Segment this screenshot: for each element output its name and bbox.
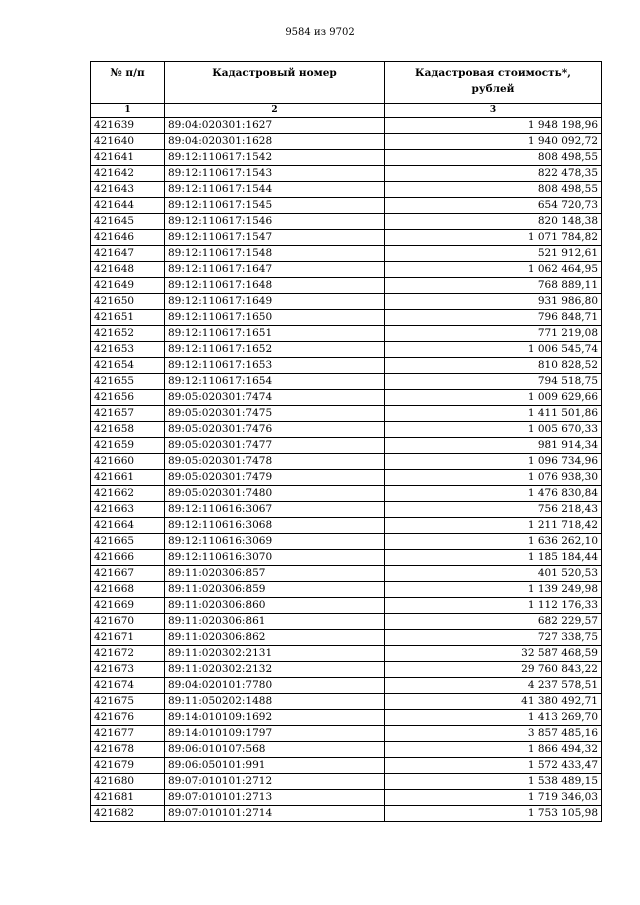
cadastral-number: 89:06:050101:991 bbox=[165, 758, 385, 774]
table-row bbox=[91, 582, 602, 598]
table-row bbox=[91, 598, 602, 614]
row-number: 421649 bbox=[91, 278, 165, 294]
row-number: 421670 bbox=[91, 614, 165, 630]
row-number: 421663 bbox=[91, 502, 165, 518]
cadastral-number: 89:07:010101:2712 bbox=[165, 774, 385, 790]
cadastral-number: 89:12:110616:3067 bbox=[165, 502, 385, 518]
table-row bbox=[91, 150, 602, 166]
cadastral-value: 1 009 629,66 bbox=[385, 390, 602, 406]
table-row bbox=[91, 422, 602, 438]
table-row bbox=[91, 518, 602, 534]
row-number: 421665 bbox=[91, 534, 165, 550]
header-cadastral-number: Кадастровый номер bbox=[165, 62, 385, 104]
cadastral-value: 1 139 249,98 bbox=[385, 582, 602, 598]
row-number: 421658 bbox=[91, 422, 165, 438]
cadastral-value: 1 071 784,82 bbox=[385, 230, 602, 246]
cadastral-number: 89:12:110616:3068 bbox=[165, 518, 385, 534]
table-row bbox=[91, 806, 602, 822]
header-value-line-2: рублей bbox=[471, 83, 515, 95]
cadastral-value: 756 218,43 bbox=[385, 502, 602, 518]
row-number: 421650 bbox=[91, 294, 165, 310]
cadastral-number: 89:07:010101:2713 bbox=[165, 790, 385, 806]
cadastral-number: 89:12:110617:1547 bbox=[165, 230, 385, 246]
cadastral-value-table bbox=[90, 61, 602, 822]
column-number-row bbox=[91, 104, 602, 118]
cadastral-value: 768 889,11 bbox=[385, 278, 602, 294]
header-value-line-1: Кадастровая стоимость*, bbox=[415, 67, 571, 79]
row-number: 421654 bbox=[91, 358, 165, 374]
cadastral-number: 89:05:020301:7476 bbox=[165, 422, 385, 438]
cadastral-value: 3 857 485,16 bbox=[385, 726, 602, 742]
table-row bbox=[91, 262, 602, 278]
table-row bbox=[91, 358, 602, 374]
cadastral-value: 794 518,75 bbox=[385, 374, 602, 390]
cadastral-number: 89:11:020306:859 bbox=[165, 582, 385, 598]
table-row bbox=[91, 278, 602, 294]
row-number: 421645 bbox=[91, 214, 165, 230]
cadastral-value: 1 096 734,96 bbox=[385, 454, 602, 470]
table-row bbox=[91, 726, 602, 742]
table-row bbox=[91, 774, 602, 790]
cadastral-value: 1 005 670,33 bbox=[385, 422, 602, 438]
table-row bbox=[91, 710, 602, 726]
cadastral-number: 89:04:020301:1627 bbox=[165, 118, 385, 134]
column-number: 2 bbox=[165, 104, 385, 118]
table-row bbox=[91, 758, 602, 774]
table-row bbox=[91, 374, 602, 390]
cadastral-number: 89:11:050202:1488 bbox=[165, 694, 385, 710]
table-row bbox=[91, 246, 602, 262]
row-number: 421681 bbox=[91, 790, 165, 806]
cadastral-number: 89:12:110617:1546 bbox=[165, 214, 385, 230]
cadastral-number: 89:12:110617:1544 bbox=[165, 182, 385, 198]
cadastral-value: 1 538 489,15 bbox=[385, 774, 602, 790]
cadastral-number: 89:11:020302:2131 bbox=[165, 646, 385, 662]
cadastral-value: 1 866 494,32 bbox=[385, 742, 602, 758]
table-row bbox=[91, 566, 602, 582]
table-row bbox=[91, 214, 602, 230]
cadastral-value: 1 211 718,42 bbox=[385, 518, 602, 534]
cadastral-number: 89:12:110617:1648 bbox=[165, 278, 385, 294]
cadastral-number: 89:11:020306:857 bbox=[165, 566, 385, 582]
table-row bbox=[91, 614, 602, 630]
row-number: 421668 bbox=[91, 582, 165, 598]
table-row bbox=[91, 198, 602, 214]
cadastral-number: 89:12:110617:1542 bbox=[165, 150, 385, 166]
cadastral-number: 89:11:020306:860 bbox=[165, 598, 385, 614]
cadastral-value: 654 720,73 bbox=[385, 198, 602, 214]
cadastral-value: 1 719 346,03 bbox=[385, 790, 602, 806]
cadastral-value: 1 076 938,30 bbox=[385, 470, 602, 486]
cadastral-value: 1 112 176,33 bbox=[385, 598, 602, 614]
row-number: 421667 bbox=[91, 566, 165, 582]
cadastral-number: 89:12:110616:3070 bbox=[165, 550, 385, 566]
row-number: 421675 bbox=[91, 694, 165, 710]
table-row bbox=[91, 326, 602, 342]
cadastral-value: 1 636 262,10 bbox=[385, 534, 602, 550]
row-number: 421674 bbox=[91, 678, 165, 694]
row-number: 421682 bbox=[91, 806, 165, 822]
table-row bbox=[91, 470, 602, 486]
cadastral-number: 89:14:010109:1797 bbox=[165, 726, 385, 742]
row-number: 421661 bbox=[91, 470, 165, 486]
cadastral-value: 4 237 578,51 bbox=[385, 678, 602, 694]
cadastral-value: 727 338,75 bbox=[385, 630, 602, 646]
table-row bbox=[91, 390, 602, 406]
row-number: 421653 bbox=[91, 342, 165, 358]
column-number: 3 bbox=[385, 104, 602, 118]
table-row bbox=[91, 166, 602, 182]
row-number: 421660 bbox=[91, 454, 165, 470]
cadastral-number: 89:04:020301:1628 bbox=[165, 134, 385, 150]
header-row bbox=[91, 62, 602, 104]
cadastral-number: 89:12:110617:1543 bbox=[165, 166, 385, 182]
row-number: 421646 bbox=[91, 230, 165, 246]
row-number: 421640 bbox=[91, 134, 165, 150]
cadastral-number: 89:12:110616:3069 bbox=[165, 534, 385, 550]
cadastral-number: 89:05:020301:7478 bbox=[165, 454, 385, 470]
cadastral-number: 89:11:020306:861 bbox=[165, 614, 385, 630]
row-number: 421662 bbox=[91, 486, 165, 502]
cadastral-value: 808 498,55 bbox=[385, 182, 602, 198]
table-row bbox=[91, 662, 602, 678]
cadastral-number: 89:04:020101:7780 bbox=[165, 678, 385, 694]
cadastral-number: 89:07:010101:2714 bbox=[165, 806, 385, 822]
row-number: 421673 bbox=[91, 662, 165, 678]
table-row bbox=[91, 310, 602, 326]
row-number: 421644 bbox=[91, 198, 165, 214]
table-header bbox=[91, 62, 602, 118]
table-row bbox=[91, 646, 602, 662]
row-number: 421648 bbox=[91, 262, 165, 278]
cadastral-number: 89:12:110617:1652 bbox=[165, 342, 385, 358]
cadastral-number: 89:11:020302:2132 bbox=[165, 662, 385, 678]
cadastral-value: 41 380 492,71 bbox=[385, 694, 602, 710]
row-number: 421672 bbox=[91, 646, 165, 662]
column-number: 1 bbox=[91, 104, 165, 118]
row-number: 421669 bbox=[91, 598, 165, 614]
table-row bbox=[91, 694, 602, 710]
cadastral-value: 808 498,55 bbox=[385, 150, 602, 166]
cadastral-value: 682 229,57 bbox=[385, 614, 602, 630]
row-number: 421678 bbox=[91, 742, 165, 758]
cadastral-value: 771 219,08 bbox=[385, 326, 602, 342]
cadastral-value: 796 848,71 bbox=[385, 310, 602, 326]
row-number: 421642 bbox=[91, 166, 165, 182]
table-row bbox=[91, 406, 602, 422]
row-number: 421671 bbox=[91, 630, 165, 646]
cadastral-number: 89:05:020301:7479 bbox=[165, 470, 385, 486]
cadastral-number: 89:12:110617:1545 bbox=[165, 198, 385, 214]
cadastral-value: 931 986,80 bbox=[385, 294, 602, 310]
cadastral-value: 820 148,38 bbox=[385, 214, 602, 230]
row-number: 421652 bbox=[91, 326, 165, 342]
row-number: 421679 bbox=[91, 758, 165, 774]
cadastral-value: 401 520,53 bbox=[385, 566, 602, 582]
cadastral-number: 89:12:110617:1649 bbox=[165, 294, 385, 310]
table-row bbox=[91, 790, 602, 806]
cadastral-value: 1 062 464,95 bbox=[385, 262, 602, 278]
row-number: 421639 bbox=[91, 118, 165, 134]
cadastral-number: 89:05:020301:7475 bbox=[165, 406, 385, 422]
cadastral-value: 1 476 830,84 bbox=[385, 486, 602, 502]
cadastral-number: 89:05:020301:7474 bbox=[165, 390, 385, 406]
table-row bbox=[91, 118, 602, 134]
row-number: 421659 bbox=[91, 438, 165, 454]
row-number: 421651 bbox=[91, 310, 165, 326]
cadastral-value: 1 006 545,74 bbox=[385, 342, 602, 358]
cadastral-number: 89:12:110617:1653 bbox=[165, 358, 385, 374]
table-row bbox=[91, 182, 602, 198]
header-cadastral-value bbox=[385, 62, 602, 104]
page-number-header: 9584 из 9702 bbox=[285, 27, 355, 38]
table-row bbox=[91, 534, 602, 550]
table-row bbox=[91, 678, 602, 694]
cadastral-value: 981 914,34 bbox=[385, 438, 602, 454]
row-number: 421641 bbox=[91, 150, 165, 166]
cadastral-number: 89:12:110617:1548 bbox=[165, 246, 385, 262]
cadastral-value: 1 413 269,70 bbox=[385, 710, 602, 726]
row-number: 421655 bbox=[91, 374, 165, 390]
row-number: 421680 bbox=[91, 774, 165, 790]
table-row bbox=[91, 134, 602, 150]
table-row bbox=[91, 230, 602, 246]
cadastral-number: 89:12:110617:1647 bbox=[165, 262, 385, 278]
row-number: 421643 bbox=[91, 182, 165, 198]
row-number: 421664 bbox=[91, 518, 165, 534]
table-body bbox=[91, 118, 602, 822]
cadastral-number: 89:12:110617:1651 bbox=[165, 326, 385, 342]
cadastral-number: 89:05:020301:7480 bbox=[165, 486, 385, 502]
row-number: 421676 bbox=[91, 710, 165, 726]
row-number: 421677 bbox=[91, 726, 165, 742]
table-row bbox=[91, 294, 602, 310]
cadastral-number: 89:14:010109:1692 bbox=[165, 710, 385, 726]
cadastral-value: 1 572 433,47 bbox=[385, 758, 602, 774]
table-row bbox=[91, 742, 602, 758]
cadastral-value: 1 753 105,98 bbox=[385, 806, 602, 822]
cadastral-number: 89:11:020306:862 bbox=[165, 630, 385, 646]
cadastral-value: 1 411 501,86 bbox=[385, 406, 602, 422]
table-row bbox=[91, 342, 602, 358]
table-row bbox=[91, 486, 602, 502]
cadastral-value: 1 185 184,44 bbox=[385, 550, 602, 566]
cadastral-value: 1 948 198,96 bbox=[385, 118, 602, 134]
header-num: № п/п bbox=[91, 62, 165, 104]
row-number: 421647 bbox=[91, 246, 165, 262]
cadastral-value: 822 478,35 bbox=[385, 166, 602, 182]
cadastral-number: 89:12:110617:1654 bbox=[165, 374, 385, 390]
cadastral-number: 89:05:020301:7477 bbox=[165, 438, 385, 454]
row-number: 421656 bbox=[91, 390, 165, 406]
table-row bbox=[91, 438, 602, 454]
cadastral-value: 810 828,52 bbox=[385, 358, 602, 374]
table-row bbox=[91, 502, 602, 518]
cadastral-value: 32 587 468,59 bbox=[385, 646, 602, 662]
cadastral-value: 521 912,61 bbox=[385, 246, 602, 262]
cadastral-value: 1 940 092,72 bbox=[385, 134, 602, 150]
cadastral-value: 29 760 843,22 bbox=[385, 662, 602, 678]
row-number: 421666 bbox=[91, 550, 165, 566]
table-row bbox=[91, 550, 602, 566]
row-number: 421657 bbox=[91, 406, 165, 422]
table-row bbox=[91, 454, 602, 470]
table-row bbox=[91, 630, 602, 646]
cadastral-number: 89:06:010107:568 bbox=[165, 742, 385, 758]
cadastral-number: 89:12:110617:1650 bbox=[165, 310, 385, 326]
